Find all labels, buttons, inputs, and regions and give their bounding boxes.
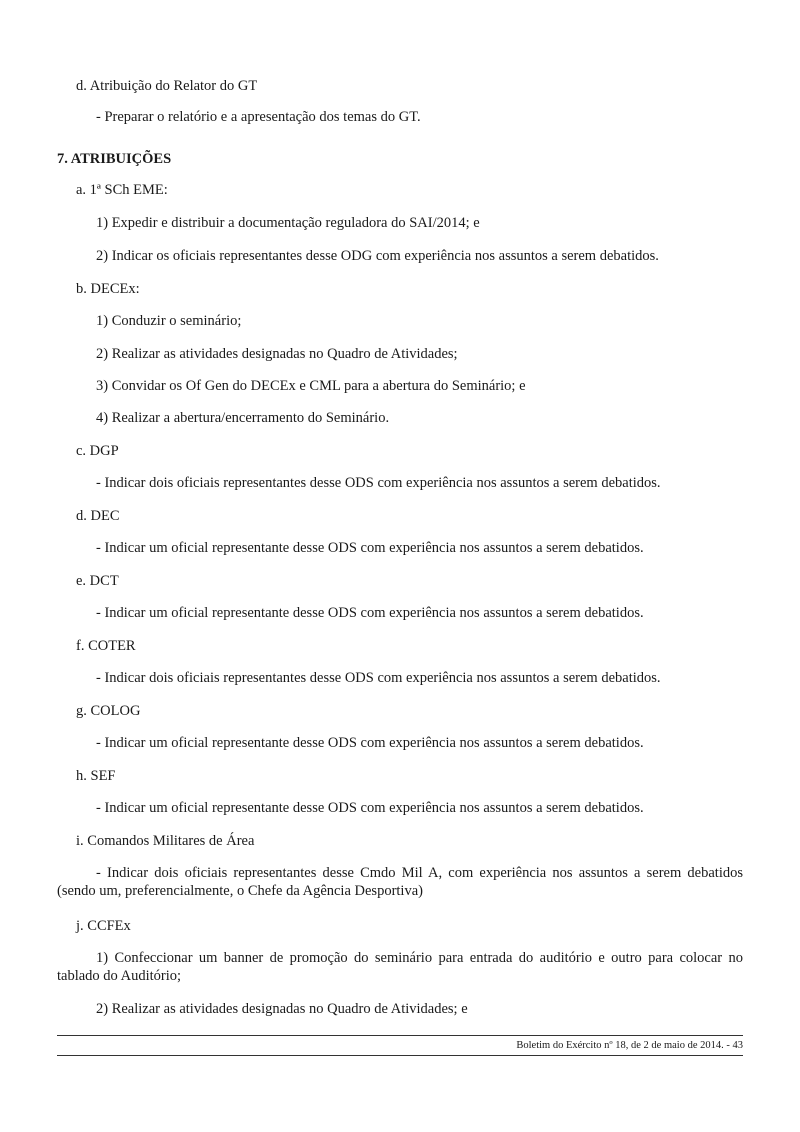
list-item: - Indicar dois oficiais representantes desse ODS com experiência nos assuntos a serem debatidos. (96, 670, 661, 686)
paragraph: 1) Confeccionar um banner de promoção do seminário para entrada do auditório e outro para colocar no tablado do Auditório; (57, 950, 743, 984)
footer-bottom-rule (57, 1055, 743, 1056)
subsection-heading: d. Atribuição do Relator do GT (76, 78, 258, 94)
list-item: - Indicar um oficial representante desse ODS com experiência nos assuntos a serem debatidos. (96, 800, 644, 816)
list-item: 2) Indicar os oficiais representantes desse ODG com experiência nos assuntos a serem debatidos. (96, 248, 659, 264)
list-item: 1) Expedir e distribuir a documentação reguladora do SAI/2014; e (96, 215, 480, 231)
footer-text: Boletim do Exército nº 18, de 2 de maio de 2014. - 43 (516, 1040, 743, 1051)
list-item: - Preparar o relatório e a apresentação dos temas do GT. (96, 109, 421, 125)
paragraph: - Indicar dois oficiais representantes desse Cmdo Mil A, com experiência nos assuntos a serem debatidos (sendo um, preferencialmente, o Chefe da Agência Desportiva) (57, 865, 743, 899)
list-item: - Indicar um oficial representante desse ODS com experiência nos assuntos a serem debatidos. (96, 540, 644, 556)
subsection-heading: a. 1ª SCh EME: (76, 182, 168, 198)
subsection-heading: h. SEF (76, 768, 116, 784)
list-item: 2) Realizar as atividades designadas no Quadro de Atividades; (96, 346, 458, 362)
list-item: - Indicar um oficial representante desse ODS com experiência nos assuntos a serem debatidos. (96, 605, 644, 621)
list-item: 4) Realizar a abertura/encerramento do Seminário. (96, 410, 390, 426)
subsection-heading: i. Comandos Militares de Área (76, 833, 255, 849)
list-item: 3) Convidar os Of Gen do DECEx e CML para a abertura do Seminário; e (96, 378, 526, 394)
section-heading: 7. ATRIBUIÇÕES (57, 151, 172, 167)
subsection-heading: c. DGP (76, 443, 119, 459)
subsection-heading: b. DECEx: (76, 281, 140, 297)
list-item: - Indicar um oficial representante desse ODS com experiência nos assuntos a serem debatidos. (96, 735, 644, 751)
footer-top-rule (57, 1035, 743, 1036)
subsection-heading: g. COLOG (76, 703, 141, 719)
list-item: 1) Conduzir o seminário; (96, 313, 242, 329)
subsection-heading: f. COTER (76, 638, 136, 654)
list-item: - Indicar dois oficiais representantes desse ODS com experiência nos assuntos a serem debatidos. (96, 475, 661, 491)
subsection-heading: j. CCFEx (76, 918, 131, 934)
subsection-heading: e. DCT (76, 573, 119, 589)
subsection-heading: d. DEC (76, 508, 120, 524)
list-item: 2) Realizar as atividades designadas no Quadro de Atividades; e (96, 1001, 468, 1017)
